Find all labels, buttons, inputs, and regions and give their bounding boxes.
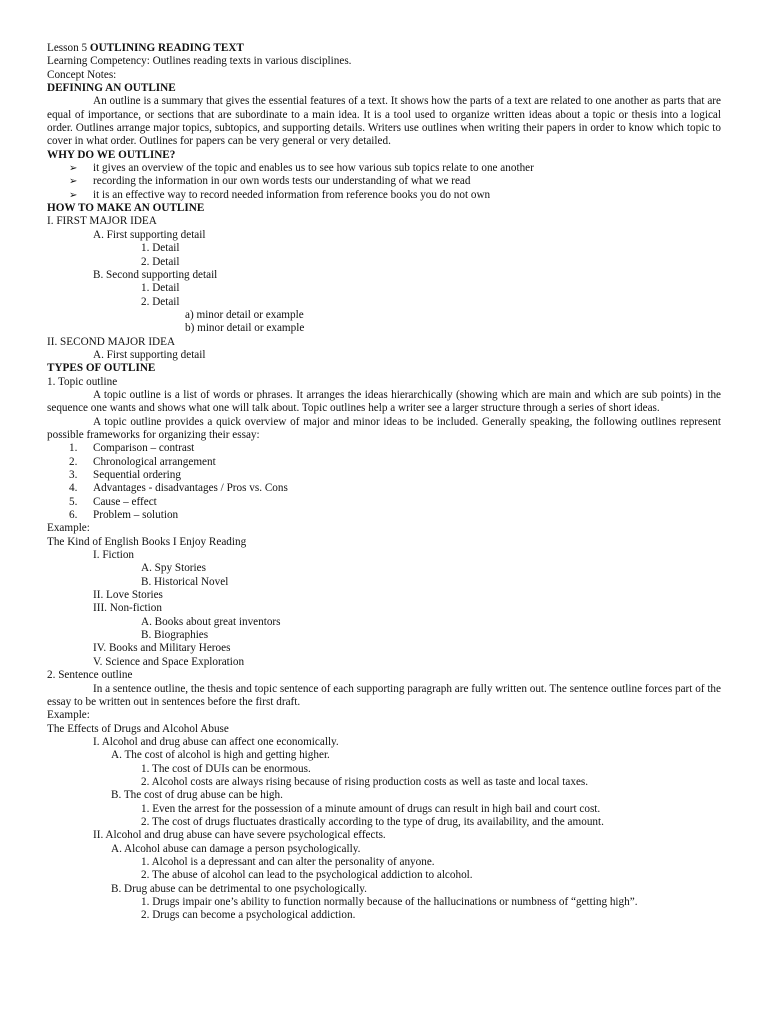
- example-2-line: 2. The cost of drugs fluctuates drastically according to the type of drug, its availability, and the amount.: [141, 815, 604, 828]
- heading-why: WHY DO WE OUTLINE?: [47, 148, 176, 161]
- framework-number: 6.: [69, 509, 78, 522]
- heading-defining: DEFINING AN OUTLINE: [47, 82, 176, 95]
- example-1-line: II. Love Stories: [93, 589, 163, 602]
- example-1-line: V. Science and Space Exploration: [93, 655, 245, 668]
- why-bullet-item: [47, 189, 721, 202]
- sentence-outline-heading: 2. Sentence outline: [47, 669, 133, 682]
- sentence-text: In a sentence outline, the thesis and topic sentence of each supporting paragraph are fully written out. The sentence outline forces part of the essay to be written out in sentences before the first draft.: [47, 682, 721, 708]
- example-1-line: IV. Books and Military Heroes: [93, 642, 231, 655]
- example-1-line: A. Books about great inventors: [141, 615, 281, 628]
- how-detail-1b: 1. Detail: [141, 282, 180, 295]
- example-2-line: B. The cost of drug abuse can be high.: [111, 789, 283, 802]
- framework-item: [47, 482, 721, 495]
- topic-paragraph-1: [47, 389, 721, 416]
- framework-text: Cause – effect: [93, 495, 157, 508]
- topic-paragraph-2: [47, 416, 721, 443]
- why-bullet-item: [47, 175, 721, 188]
- example-2-line: 2. Alcohol costs are always rising because of rising production costs as well as taste and local taxes.: [141, 775, 589, 788]
- heading-types: TYPES OF OUTLINE: [47, 362, 156, 375]
- example-2-line: 2. The abuse of alcohol can lead to the psychological addiction to alcohol.: [141, 869, 473, 882]
- framework-text: Chronological arrangement: [93, 455, 216, 468]
- example-2-line: 1. Even the arrest for the possession of a minute amount of drugs can result in high bail and court cost.: [141, 802, 601, 815]
- how-detail-2: 2. Detail: [141, 255, 180, 268]
- how-detail-1: 1. Detail: [141, 242, 180, 255]
- framework-text: Comparison – contrast: [93, 442, 195, 455]
- document-page: [47, 42, 721, 923]
- example-1-line: I. Fiction: [93, 549, 135, 562]
- example-2-line: 1. Alcohol is a depressant and can alter the personality of anyone.: [141, 855, 435, 868]
- how-support-a: A. First supporting detail: [93, 228, 206, 241]
- topic-text-1: A topic outline is a list of words or phrases. It arranges the ideas hierarchically (showing which are main and which are sub points) in the sequence one wants and shows what one will talk about. Topic outlines help a writer see a larger structure through a series of short ideas.: [47, 388, 721, 415]
- topic-outline-heading: 1. Topic outline: [47, 375, 118, 388]
- lesson-title: OUTLINING READING TEXT: [89, 42, 244, 54]
- arrow-bullet-icon: ➢: [69, 163, 78, 175]
- arrow-bullet-icon: ➢: [69, 176, 78, 188]
- lesson-title-line: [47, 42, 721, 55]
- example-2-line: II. Alcohol and drug abuse can have severe psychological effects.: [93, 829, 386, 842]
- framework-item: [47, 509, 721, 522]
- example-2-line: 1. Drugs impair one’s ability to function normally because of the hallucinations or numbness of “getting high”.: [141, 896, 638, 908]
- defining-text: An outline is a summary that gives the essential features of a text. It shows how the parts of a text are related to one another as parts that are equal of importance, or sections that are subordinate to a main idea. It is a tool used to organize written ideas about a topic or thesis into a logical order. Outlines arrange major topics, subtopics, and supporting details. Writers use outlines when writing their papers in order to know which topic to cover in what order. Outlines for papers can be very general or very detailed.: [47, 95, 721, 148]
- example-2-line: I. Alcohol and drug abuse can affect one economically.: [93, 735, 339, 748]
- how-minor-b: b) minor detail or example: [185, 322, 305, 335]
- why-bullet-text: it is an effective way to record needed information from reference books you do not own: [93, 188, 491, 201]
- why-bullet-text: recording the information in our own words tests our understanding of what we read: [93, 175, 471, 188]
- lesson-number: Lesson 5: [47, 42, 90, 54]
- defining-paragraph: [47, 95, 721, 148]
- learning-competency: Learning Competency: Outlines reading texts in various disciplines.: [47, 55, 352, 68]
- framework-number: 1.: [69, 442, 78, 455]
- framework-text: Advantages - disadvantages / Pros vs. Cons: [93, 482, 288, 495]
- example-1-title: The Kind of English Books I Enjoy Reading: [47, 535, 247, 548]
- framework-number: 3.: [69, 469, 78, 481]
- why-bullet-item: [47, 162, 721, 175]
- framework-item: [47, 496, 721, 509]
- framework-list: [47, 442, 721, 522]
- how-major-1: I. FIRST MAJOR IDEA: [47, 215, 157, 228]
- heading-how: HOW TO MAKE AN OUTLINE: [47, 202, 205, 215]
- framework-number: 2.: [69, 455, 78, 468]
- example-1-line: A. Spy Stories: [141, 562, 206, 575]
- framework-item: [47, 442, 721, 455]
- example-2-title: The Effects of Drugs and Alcohol Abuse: [47, 722, 229, 735]
- topic-text-2: A topic outline provides a quick overview of major and minor ideas to be included. Generally speaking, the following outlines represent possible frameworks for organizing their essay:: [47, 415, 721, 441]
- how-detail-2b: 2. Detail: [141, 295, 180, 308]
- how-support-b: B. Second supporting detail: [93, 268, 218, 281]
- example-1-line: III. Non-fiction: [93, 602, 162, 615]
- arrow-bullet-icon: ➢: [69, 189, 78, 201]
- why-bullet-text: it gives an overview of the topic and enables us to see how various sub topics relate to one another: [93, 162, 534, 175]
- concept-notes-label: Concept Notes:: [47, 68, 117, 81]
- example-2-line: B. Drug abuse can be detrimental to one psychologically.: [111, 882, 367, 895]
- how-minor-a: a) minor detail or example: [185, 308, 304, 321]
- example-2-line: A. Alcohol abuse can damage a person psychologically.: [111, 842, 361, 855]
- example-2-line: 2. Drugs can become a psychological addiction.: [141, 909, 356, 922]
- framework-number: 5.: [69, 495, 78, 508]
- why-bullet-list: [47, 162, 721, 202]
- sentence-paragraph: [47, 683, 721, 710]
- how-support-a2: A. First supporting detail: [93, 348, 206, 361]
- example-2-line: A. The cost of alcohol is high and getting higher.: [111, 749, 330, 762]
- how-major-2: II. SECOND MAJOR IDEA: [47, 335, 176, 348]
- framework-text: Sequential ordering: [93, 469, 181, 481]
- example-1-line: B. Historical Novel: [141, 575, 229, 588]
- framework-item: [47, 469, 721, 482]
- example-1-line: B. Biographies: [141, 629, 209, 642]
- framework-number: 4.: [69, 482, 78, 495]
- example-label-2: Example:: [47, 709, 90, 722]
- example-2-line: 1. The cost of DUIs can be enormous.: [141, 762, 311, 775]
- framework-item: [47, 456, 721, 469]
- framework-text: Problem – solution: [93, 509, 179, 522]
- example-label-1: Example:: [47, 522, 90, 535]
